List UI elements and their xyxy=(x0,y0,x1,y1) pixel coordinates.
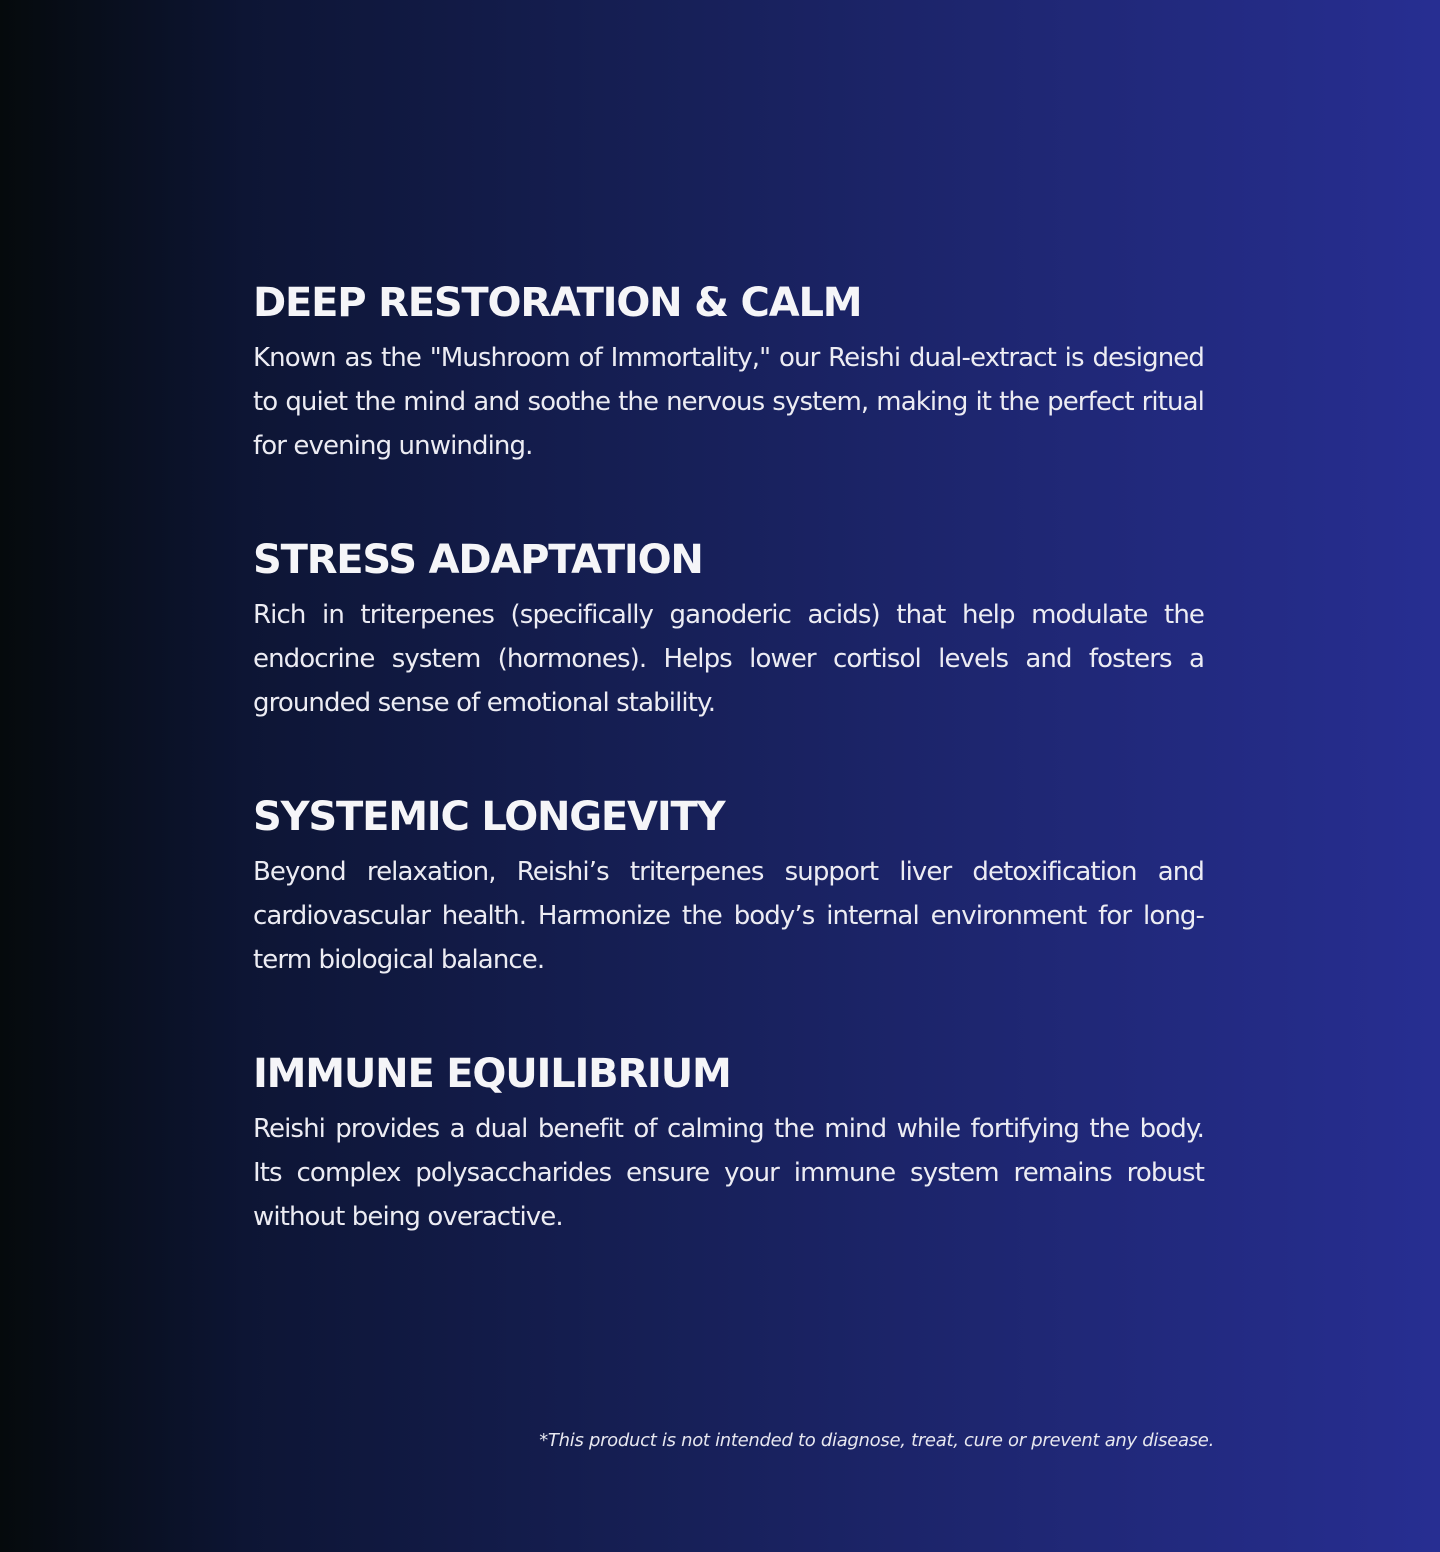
benefit-section-systemic-longevity xyxy=(253,790,1204,982)
benefit-description: Beyond relaxation, Reishi’s triterpenes support liver detoxification and cardiovascular health. Harmonize the body’s internal environment for long-term biological balance. xyxy=(253,857,1204,975)
benefit-section-immune-equilibrium xyxy=(253,1047,1204,1239)
benefit-title: DEEP RESTORATION & CALM xyxy=(253,280,862,326)
benefit-description: Reishi provides a dual benefit of calming the mind while fortifying the body. Its complex polysaccharides ensure your immune system remains robust without being overactive. xyxy=(253,1114,1204,1232)
benefit-title: SYSTEMIC LONGEVITY xyxy=(253,794,725,840)
benefits-content xyxy=(253,276,1204,1239)
benefit-description: Rich in triterpenes (specifically ganoderic acids) that help modulate the endocrine system (hormones). Helps lower cortisol levels and fosters a grounded sense of emotional stability. xyxy=(253,600,1204,718)
benefit-section-deep-restoration xyxy=(253,276,1204,468)
benefit-description: Known as the "Mushroom of Immortality," our Reishi dual-extract is designed to quiet the mind and soothe the nervous system, making it the perfect ritual for evening unwinding. xyxy=(253,343,1204,461)
benefit-title: STRESS ADAPTATION xyxy=(253,537,703,583)
benefit-section-stress-adaptation xyxy=(253,533,1204,725)
benefit-title: IMMUNE EQUILIBRIUM xyxy=(253,1051,731,1097)
legal-disclaimer: *This product is not intended to diagnose, treat, cure or prevent any disease. xyxy=(539,1430,1214,1451)
